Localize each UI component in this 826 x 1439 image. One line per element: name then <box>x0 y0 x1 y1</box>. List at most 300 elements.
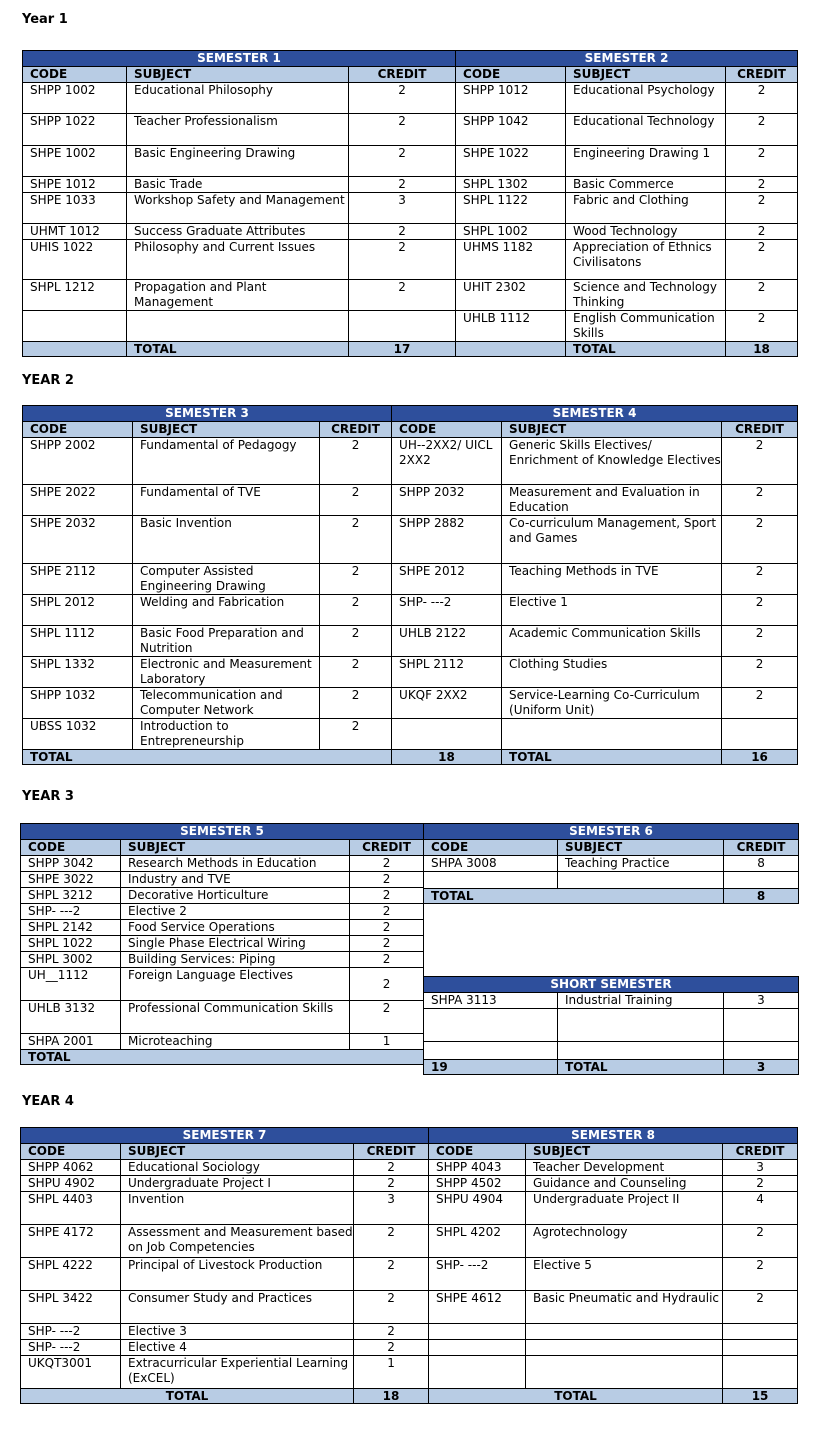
course-credit: 2 <box>723 1225 798 1258</box>
course-code: SHPP 1042 <box>456 114 566 146</box>
course-credit: 2 <box>726 114 798 146</box>
year-3-label: YEAR 3 <box>22 789 74 804</box>
course-code: UKQF 2XX2 <box>392 688 502 719</box>
table-row <box>23 280 798 311</box>
table-row <box>23 688 798 719</box>
course-credit: 2 <box>350 936 424 952</box>
course-subject: Workshop Safety and Management <box>127 193 349 224</box>
course-code: SHPL 3422 <box>21 1291 121 1324</box>
subject-header: SUBJECT <box>127 67 349 83</box>
course-code: SHPA 2001 <box>21 1034 121 1050</box>
course-credit: 2 <box>349 240 456 280</box>
year-4-table <box>20 1127 798 1404</box>
total-label: TOTAL <box>558 1060 724 1075</box>
semester-7-title: SEMESTER 7 <box>21 1128 429 1144</box>
credit-header: CREDIT <box>723 1144 798 1160</box>
year-1-label: Year 1 <box>22 12 68 27</box>
course-credit: 2 <box>354 1160 429 1176</box>
course-subject: Assessment and Measurement based on Job Competencies <box>121 1225 354 1258</box>
empty-cell <box>724 1042 799 1060</box>
course-subject: Appreciation of Ethnics Civilisatons <box>566 240 726 280</box>
course-credit: 2 <box>726 224 798 240</box>
course-code: SHPU 4904 <box>429 1192 526 1225</box>
table-row <box>424 993 799 1009</box>
course-credit: 4 <box>723 1192 798 1225</box>
course-code: SHPE 3022 <box>21 872 121 888</box>
course-code: SHPP 1002 <box>23 83 127 114</box>
course-code: UBSS 1032 <box>23 719 133 750</box>
course-subject: Co-curriculum Management, Sport and Games <box>502 516 722 564</box>
course-subject: Basic Pneumatic and Hydraulic <box>526 1291 723 1324</box>
course-code <box>429 1356 526 1389</box>
empty-cell <box>724 1009 799 1042</box>
course-subject: Teaching Practice <box>558 856 724 872</box>
course-code: SHPL 1332 <box>23 657 133 688</box>
course-subject: Propagation and Plant Management <box>127 280 349 311</box>
table-row <box>21 1291 798 1324</box>
course-credit: 3 <box>354 1192 429 1225</box>
table-row <box>23 177 798 193</box>
table-row <box>21 920 424 936</box>
course-credit: 2 <box>349 146 456 177</box>
course-code: SHP- ---2 <box>21 1340 121 1356</box>
course-subject: Welding and Fabrication <box>133 595 320 626</box>
course-subject: Fabric and Clothing <box>566 193 726 224</box>
course-subject: Educational Sociology <box>121 1160 354 1176</box>
course-credit: 1 <box>350 1034 424 1050</box>
table-row <box>23 240 798 280</box>
course-credit: 2 <box>320 438 392 485</box>
semester-6-table <box>423 823 799 904</box>
subject-header: SUBJECT <box>566 67 726 83</box>
course-subject: Teacher Development <box>526 1160 723 1176</box>
course-credit: 3 <box>349 193 456 224</box>
credit-header: CREDIT <box>724 840 799 856</box>
course-subject: Research Methods in Education <box>121 856 350 872</box>
course-code: SHPL 1212 <box>23 280 127 311</box>
course-credit: 3 <box>724 993 799 1009</box>
table-row <box>21 1192 798 1225</box>
course-code: SHP- ---2 <box>21 1324 121 1340</box>
course-credit: 2 <box>722 657 798 688</box>
course-code <box>429 1340 526 1356</box>
course-credit: 2 <box>354 1291 429 1324</box>
table-row <box>21 936 424 952</box>
course-code: SHPE 1033 <box>23 193 127 224</box>
course-code: SHPE 2012 <box>392 564 502 595</box>
course-subject: Basic Food Preparation and Nutrition <box>133 626 320 657</box>
course-code: SHPE 4612 <box>429 1291 526 1324</box>
course-credit: 2 <box>349 177 456 193</box>
subject-header: SUBJECT <box>502 422 722 438</box>
course-credit: 2 <box>726 280 798 311</box>
course-credit: 2 <box>320 516 392 564</box>
course-credit: 2 <box>350 904 424 920</box>
total-label: TOTAL <box>502 750 722 765</box>
course-code: SHPL 2142 <box>21 920 121 936</box>
course-credit: 2 <box>354 1340 429 1356</box>
semester-8-title: SEMESTER 8 <box>429 1128 798 1144</box>
course-code: SHPE 2112 <box>23 564 133 595</box>
course-subject: Engineering Drawing 1 <box>566 146 726 177</box>
course-code: SHPP 1032 <box>23 688 133 719</box>
course-subject: Basic Invention <box>133 516 320 564</box>
course-credit: 2 <box>354 1225 429 1258</box>
table-row <box>23 83 798 114</box>
table-row <box>424 1009 799 1042</box>
course-code: SHPL 1302 <box>456 177 566 193</box>
course-subject: Educational Technology <box>566 114 726 146</box>
empty-cell <box>558 1042 724 1060</box>
course-subject: Electronic and Measurement Laboratory <box>133 657 320 688</box>
course-subject: Decorative Horticulture <box>121 888 350 904</box>
total-spacer <box>456 342 566 357</box>
course-code: UH--2XX2/ UICL 2XX2 <box>392 438 502 485</box>
course-code: SHPP 1022 <box>23 114 127 146</box>
course-code: SHPL 3002 <box>21 952 121 968</box>
course-credit: 2 <box>354 1258 429 1291</box>
semester-1-total: 17 <box>349 342 456 357</box>
course-subject: Single Phase Electrical Wiring <box>121 936 350 952</box>
table-row <box>21 1160 798 1176</box>
code-header: CODE <box>424 840 558 856</box>
course-subject: Undergraduate Project II <box>526 1192 723 1225</box>
course-code: SHPA 3008 <box>424 856 558 872</box>
course-subject: Principal of Livestock Production <box>121 1258 354 1291</box>
course-code: SHPL 1022 <box>21 936 121 952</box>
course-credit: 2 <box>349 83 456 114</box>
course-code: SHPP 4043 <box>429 1160 526 1176</box>
course-code: SHPE 1012 <box>23 177 127 193</box>
course-credit: 2 <box>726 311 798 342</box>
course-subject: Industry and TVE <box>121 872 350 888</box>
course-credit: 2 <box>722 564 798 595</box>
course-subject: Basic Trade <box>127 177 349 193</box>
course-code: UHMT 1012 <box>23 224 127 240</box>
course-credit: 2 <box>723 1176 798 1192</box>
semester-5-title: SEMESTER 5 <box>21 824 424 840</box>
course-code: SHPL 4403 <box>21 1192 121 1225</box>
empty-cell <box>724 872 799 889</box>
table-row <box>21 1225 798 1258</box>
course-credit: 2 <box>722 595 798 626</box>
course-credit: 2 <box>354 1324 429 1340</box>
course-code: SHPP 4502 <box>429 1176 526 1192</box>
course-subject: Computer Assisted Engineering Drawing <box>133 564 320 595</box>
course-credit: 2 <box>350 968 424 1001</box>
course-subject: Guidance and Counseling <box>526 1176 723 1192</box>
course-credit: 2 <box>350 856 424 872</box>
table-row <box>21 1034 424 1050</box>
course-credit: 2 <box>320 719 392 750</box>
table-row <box>23 626 798 657</box>
code-header: CODE <box>429 1144 526 1160</box>
semester-6-title: SEMESTER 6 <box>424 824 799 840</box>
table-row <box>21 872 424 888</box>
course-code: SHPL 1002 <box>456 224 566 240</box>
total-label: TOTAL <box>566 342 726 357</box>
course-credit: 2 <box>350 952 424 968</box>
semester-4-title: SEMESTER 4 <box>392 406 798 422</box>
course-code: SHPA 3113 <box>424 993 558 1009</box>
course-code: SHPL 2012 <box>23 595 133 626</box>
course-code: UHIS 1022 <box>23 240 127 280</box>
semester-4-total: 16 <box>722 750 798 765</box>
course-subject: Foreign Language Electives <box>121 968 350 1001</box>
course-credit: 2 <box>723 1258 798 1291</box>
course-subject: Food Service Operations <box>121 920 350 936</box>
table-row <box>424 872 799 889</box>
semester-7-total: 18 <box>354 1389 429 1404</box>
code-header: CODE <box>21 1144 121 1160</box>
course-credit: 2 <box>349 114 456 146</box>
credit-header: CREDIT <box>349 67 456 83</box>
course-subject <box>127 311 349 342</box>
course-credit: 2 <box>320 564 392 595</box>
total-label: TOTAL <box>21 1050 424 1065</box>
course-code: SHP- ---2 <box>429 1258 526 1291</box>
course-code: UHLB 1112 <box>456 311 566 342</box>
course-code: SHP- ---2 <box>21 904 121 920</box>
semester-6-rows <box>424 856 799 889</box>
course-code: SHPL 1112 <box>23 626 133 657</box>
course-code: SHPE 2032 <box>23 516 133 564</box>
table-row <box>21 904 424 920</box>
course-subject: Educational Psychology <box>566 83 726 114</box>
table-row <box>21 1340 798 1356</box>
course-code: SHPE 4172 <box>21 1225 121 1258</box>
course-subject: Success Graduate Attributes <box>127 224 349 240</box>
table-row <box>23 438 798 485</box>
course-subject: Teaching Methods in TVE <box>502 564 722 595</box>
course-subject: Generic Skills Electives/ Enrichment of Knowledge Electives <box>502 438 722 485</box>
course-code: SHPL 2112 <box>392 657 502 688</box>
semester-6-total: 8 <box>724 889 799 904</box>
course-subject: Measurement and Evaluation in Education <box>502 485 722 516</box>
year-2-table <box>22 405 798 765</box>
course-credit: 2 <box>320 626 392 657</box>
course-code: UHLB 3132 <box>21 1001 121 1034</box>
code-header: CODE <box>456 67 566 83</box>
course-code: SHPE 1002 <box>23 146 127 177</box>
table-row <box>21 952 424 968</box>
course-subject: Wood Technology <box>566 224 726 240</box>
semester-5-rows <box>21 856 424 1050</box>
course-subject: Elective 3 <box>121 1324 354 1340</box>
course-credit: 3 <box>723 1160 798 1176</box>
course-credit <box>723 1324 798 1340</box>
course-credit <box>723 1340 798 1356</box>
course-code: UHIT 2302 <box>456 280 566 311</box>
subject-header: SUBJECT <box>121 840 350 856</box>
course-credit: 2 <box>320 485 392 516</box>
course-code: SHPL 3212 <box>21 888 121 904</box>
course-credit: 2 <box>350 872 424 888</box>
year-4-rows <box>21 1160 798 1389</box>
empty-cell <box>558 872 724 889</box>
course-code <box>429 1324 526 1340</box>
year-2-rows <box>23 438 798 750</box>
course-subject: Philosophy and Current Issues <box>127 240 349 280</box>
course-subject <box>526 1340 723 1356</box>
semester-8-total: 15 <box>723 1389 798 1404</box>
course-subject: Extracurricular Experiential Learning (ExCEL) <box>121 1356 354 1389</box>
course-subject: Educational Philosophy <box>127 83 349 114</box>
course-subject <box>526 1324 723 1340</box>
table-row <box>424 856 799 872</box>
course-credit: 2 <box>723 1291 798 1324</box>
subject-header: SUBJECT <box>558 840 724 856</box>
course-credit: 2 <box>320 657 392 688</box>
empty-cell <box>424 1042 558 1060</box>
code-header: CODE <box>21 840 121 856</box>
course-subject: Telecommunication and Computer Network <box>133 688 320 719</box>
course-credit: 2 <box>726 177 798 193</box>
short-semester-rows <box>424 993 799 1060</box>
total-label: TOTAL <box>21 1389 354 1404</box>
course-credit: 2 <box>726 240 798 280</box>
course-subject: Basic Engineering Drawing <box>127 146 349 177</box>
course-code: SHPP 2032 <box>392 485 502 516</box>
course-code: SHPP 4062 <box>21 1160 121 1176</box>
semester-3-title: SEMESTER 3 <box>23 406 392 422</box>
semester-2-title: SEMESTER 2 <box>456 51 798 67</box>
course-code: SHPU 4902 <box>21 1176 121 1192</box>
table-row <box>21 888 424 904</box>
course-subject: Undergraduate Project I <box>121 1176 354 1192</box>
course-subject: Microteaching <box>121 1034 350 1050</box>
year-1-table <box>22 50 798 357</box>
course-subject: Fundamental of Pedagogy <box>133 438 320 485</box>
course-code: SHPP 3042 <box>21 856 121 872</box>
semester-1-title: SEMESTER 1 <box>23 51 456 67</box>
semester-3-total: 18 <box>392 750 502 765</box>
course-subject: Agrotechnology <box>526 1225 723 1258</box>
course-credit: 2 <box>354 1176 429 1192</box>
course-credit <box>349 311 456 342</box>
subject-header: SUBJECT <box>121 1144 354 1160</box>
table-row <box>23 719 798 750</box>
course-subject: English Communication Skills <box>566 311 726 342</box>
course-subject: Invention <box>121 1192 354 1225</box>
table-row <box>21 1001 424 1034</box>
course-subject: Professional Communication Skills <box>121 1001 350 1034</box>
total-spacer <box>23 342 127 357</box>
course-credit: 1 <box>354 1356 429 1389</box>
short-semester-title: SHORT SEMESTER <box>424 977 799 993</box>
course-subject: Academic Communication Skills <box>502 626 722 657</box>
total-label: TOTAL <box>127 342 349 357</box>
course-subject: Building Services: Piping <box>121 952 350 968</box>
course-subject: Elective 2 <box>121 904 350 920</box>
course-code <box>23 311 127 342</box>
course-code: SHPP 2002 <box>23 438 133 485</box>
course-credit: 2 <box>722 688 798 719</box>
course-code: SHPE 1022 <box>456 146 566 177</box>
course-code: UKQT3001 <box>21 1356 121 1389</box>
course-credit: 2 <box>722 516 798 564</box>
credit-header: CREDIT <box>722 422 798 438</box>
empty-cell <box>558 1009 724 1042</box>
table-row <box>23 564 798 595</box>
course-subject: Elective 4 <box>121 1340 354 1356</box>
semester-2-total: 18 <box>726 342 798 357</box>
course-credit: 8 <box>724 856 799 872</box>
credit-header: CREDIT <box>354 1144 429 1160</box>
course-credit: 2 <box>722 485 798 516</box>
empty-cell <box>424 1009 558 1042</box>
table-row <box>23 516 798 564</box>
year-4-label: YEAR 4 <box>22 1094 74 1109</box>
course-credit: 2 <box>722 626 798 657</box>
course-subject <box>526 1356 723 1389</box>
table-row <box>21 1258 798 1291</box>
table-row <box>23 485 798 516</box>
course-credit: 2 <box>320 688 392 719</box>
course-subject: Fundamental of TVE <box>133 485 320 516</box>
course-code: UH__1112 <box>21 968 121 1001</box>
credit-header: CREDIT <box>320 422 392 438</box>
semester-5-total: 19 <box>424 1060 558 1075</box>
table-row <box>23 224 798 240</box>
table-row <box>23 146 798 177</box>
course-credit: 2 <box>726 146 798 177</box>
course-subject: Basic Commerce <box>566 177 726 193</box>
course-code: SHPP 2882 <box>392 516 502 564</box>
course-subject: Elective 1 <box>502 595 722 626</box>
table-row <box>21 1176 798 1192</box>
course-code: SHPL 4222 <box>21 1258 121 1291</box>
course-credit: 2 <box>722 438 798 485</box>
course-code <box>392 719 502 750</box>
course-subject: Elective 5 <box>526 1258 723 1291</box>
table-row <box>23 193 798 224</box>
course-subject: Clothing Studies <box>502 657 722 688</box>
year-2-label: YEAR 2 <box>22 373 74 388</box>
course-credit: 2 <box>350 920 424 936</box>
course-subject: Industrial Training <box>558 993 724 1009</box>
course-code: UHLB 2122 <box>392 626 502 657</box>
course-code: UHMS 1182 <box>456 240 566 280</box>
credit-header: CREDIT <box>726 67 798 83</box>
subject-header: SUBJECT <box>526 1144 723 1160</box>
course-code: SHP- ---2 <box>392 595 502 626</box>
course-credit: 2 <box>350 888 424 904</box>
table-row <box>21 856 424 872</box>
code-header: CODE <box>23 67 127 83</box>
year-1-rows <box>23 83 798 342</box>
course-credit: 2 <box>726 193 798 224</box>
table-row <box>21 1324 798 1340</box>
course-credit: 2 <box>349 280 456 311</box>
table-row <box>23 657 798 688</box>
table-row <box>424 1042 799 1060</box>
short-semester-total: 3 <box>724 1060 799 1075</box>
code-header: CODE <box>392 422 502 438</box>
course-code: SHPL 1122 <box>456 193 566 224</box>
course-credit <box>722 719 798 750</box>
total-label: TOTAL <box>429 1389 723 1404</box>
subject-header: SUBJECT <box>133 422 320 438</box>
course-subject: Service-Learning Co-Curriculum (Uniform Unit) <box>502 688 722 719</box>
course-credit <box>723 1356 798 1389</box>
code-header: CODE <box>23 422 133 438</box>
total-label: TOTAL <box>23 750 392 765</box>
course-code: SHPP 1012 <box>456 83 566 114</box>
course-subject: Science and Technology Thinking <box>566 280 726 311</box>
course-subject <box>502 719 722 750</box>
table-row <box>23 595 798 626</box>
